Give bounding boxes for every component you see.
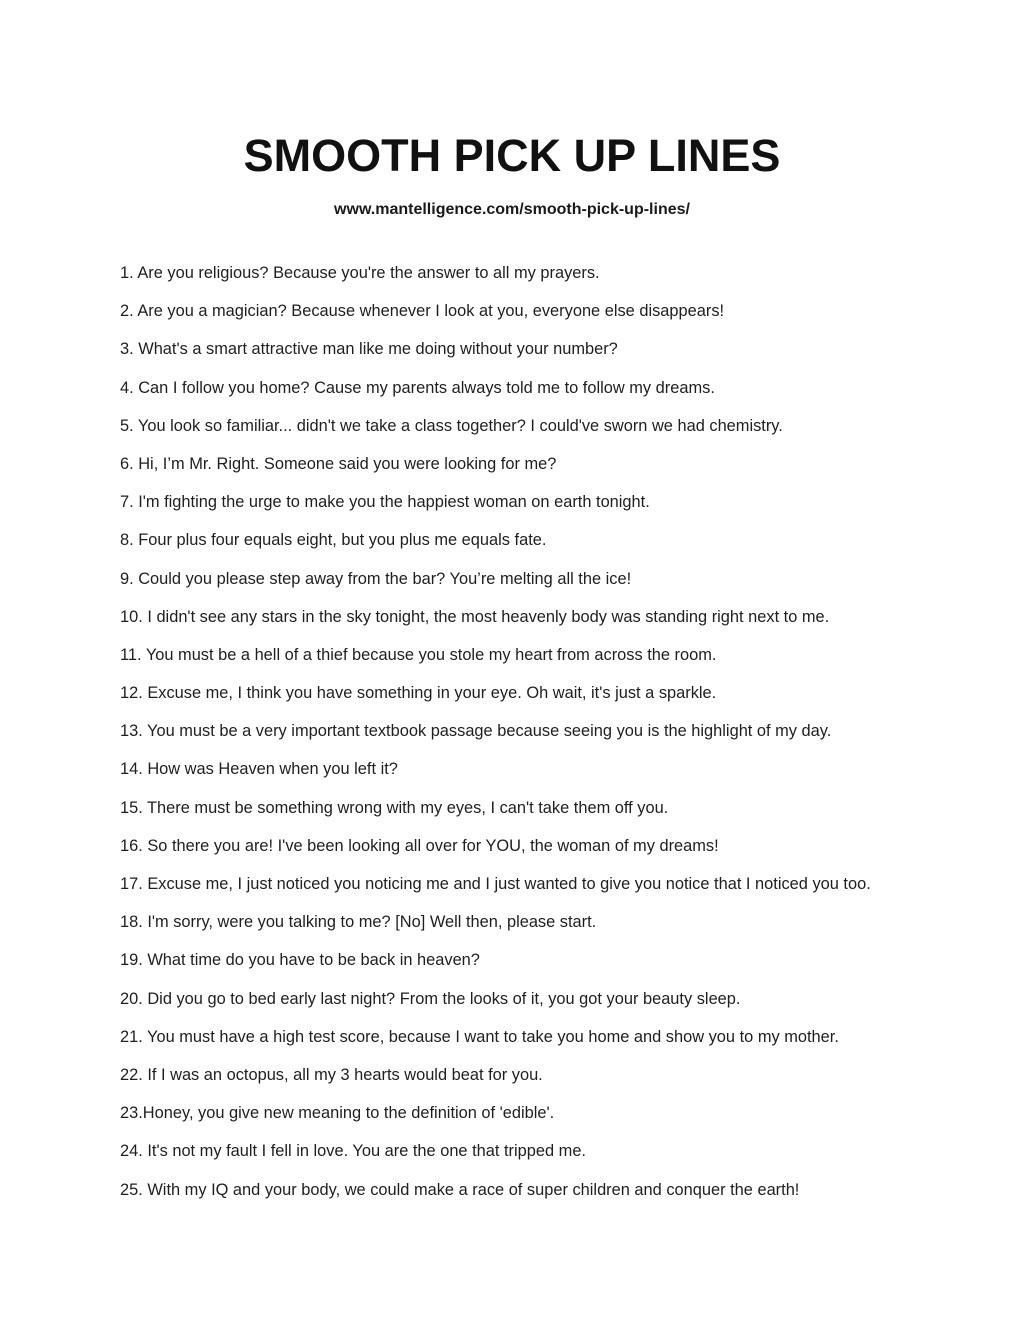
list-item: 12. Excuse me, I think you have something in your eye. Oh wait, it's just a sparkle. [120, 684, 717, 703]
list-item: 4. Can I follow you home? Cause my parents always told me to follow my dreams. [120, 378, 715, 397]
list-item: 1. Are you religious? Because you're the answer to all my prayers. [120, 264, 600, 282]
list-item: 17. Excuse me, I just noticed you noticing me and I just wanted to give you notice that I noticed you too. [120, 875, 871, 893]
pick-up-lines-list [120, 261, 1000, 1216]
list-item: 8. Four plus four equals eight, but you plus me equals fate. [120, 531, 547, 550]
list-item: 21. You must have a high test score, because I want to take you home and show you to my mother. [120, 1027, 839, 1046]
list-item: 20. Did you go to bed early last night? From the looks of it, you got your beauty sleep. [120, 989, 741, 1008]
list-item: 24. It's not my fault I fell in love. You are the one that tripped me. [120, 1142, 586, 1161]
list-item: 11. You must be a hell of a thief because you stole my heart from across the room. [120, 645, 717, 664]
list-item: 13. You must be a very important textbook passage because seeing you is the highlight of my day. [120, 722, 832, 741]
list-item: 22. If I was an octopus, all my 3 hearts would beat for you. [120, 1065, 543, 1084]
list-item: 7. I'm fighting the urge to make you the happiest woman on earth tonight. [120, 493, 650, 512]
page-title: SMOOTH PICK UP LINES [243, 130, 781, 181]
source-url: www.mantelligence.com/smooth-pick-up-lines/ [334, 201, 690, 218]
list-item: 9. Could you please step away from the bar? You’re melting all the ice! [120, 569, 632, 588]
list-item: 14. How was Heaven when you left it? [120, 760, 398, 779]
list-item: 16. So there you are! I've been looking all over for YOU, the woman of my dreams! [120, 836, 719, 855]
list-item: 2. Are you a magician? Because whenever I look at you, everyone else disappears! [120, 302, 725, 321]
list-item: 15. There must be something wrong with my eyes, I can't take them off you. [120, 798, 669, 817]
list-item: 18. I'm sorry, were you talking to me? [No] Well then, please start. [120, 913, 597, 932]
list-item: 19. What time do you have to be back in heaven? [120, 951, 480, 970]
list-item: 10. I didn't see any stars in the sky tonight, the most heavenly body was standing right next to me. [120, 607, 830, 626]
list-item: 23.Honey, you give new meaning to the definition of 'edible'. [120, 1104, 555, 1123]
list-item: 5. You look so familiar... didn't we take a class together? I could've sworn we had chemistry. [120, 416, 783, 435]
list-item: 25. With my IQ and your body, we could make a race of super children and conquer the earth! [120, 1180, 800, 1199]
list-item: 6. Hi, I’m Mr. Right. Someone said you were looking for me? [120, 454, 557, 473]
list-item: 3. What's a smart attractive man like me doing without your number? [120, 340, 618, 359]
